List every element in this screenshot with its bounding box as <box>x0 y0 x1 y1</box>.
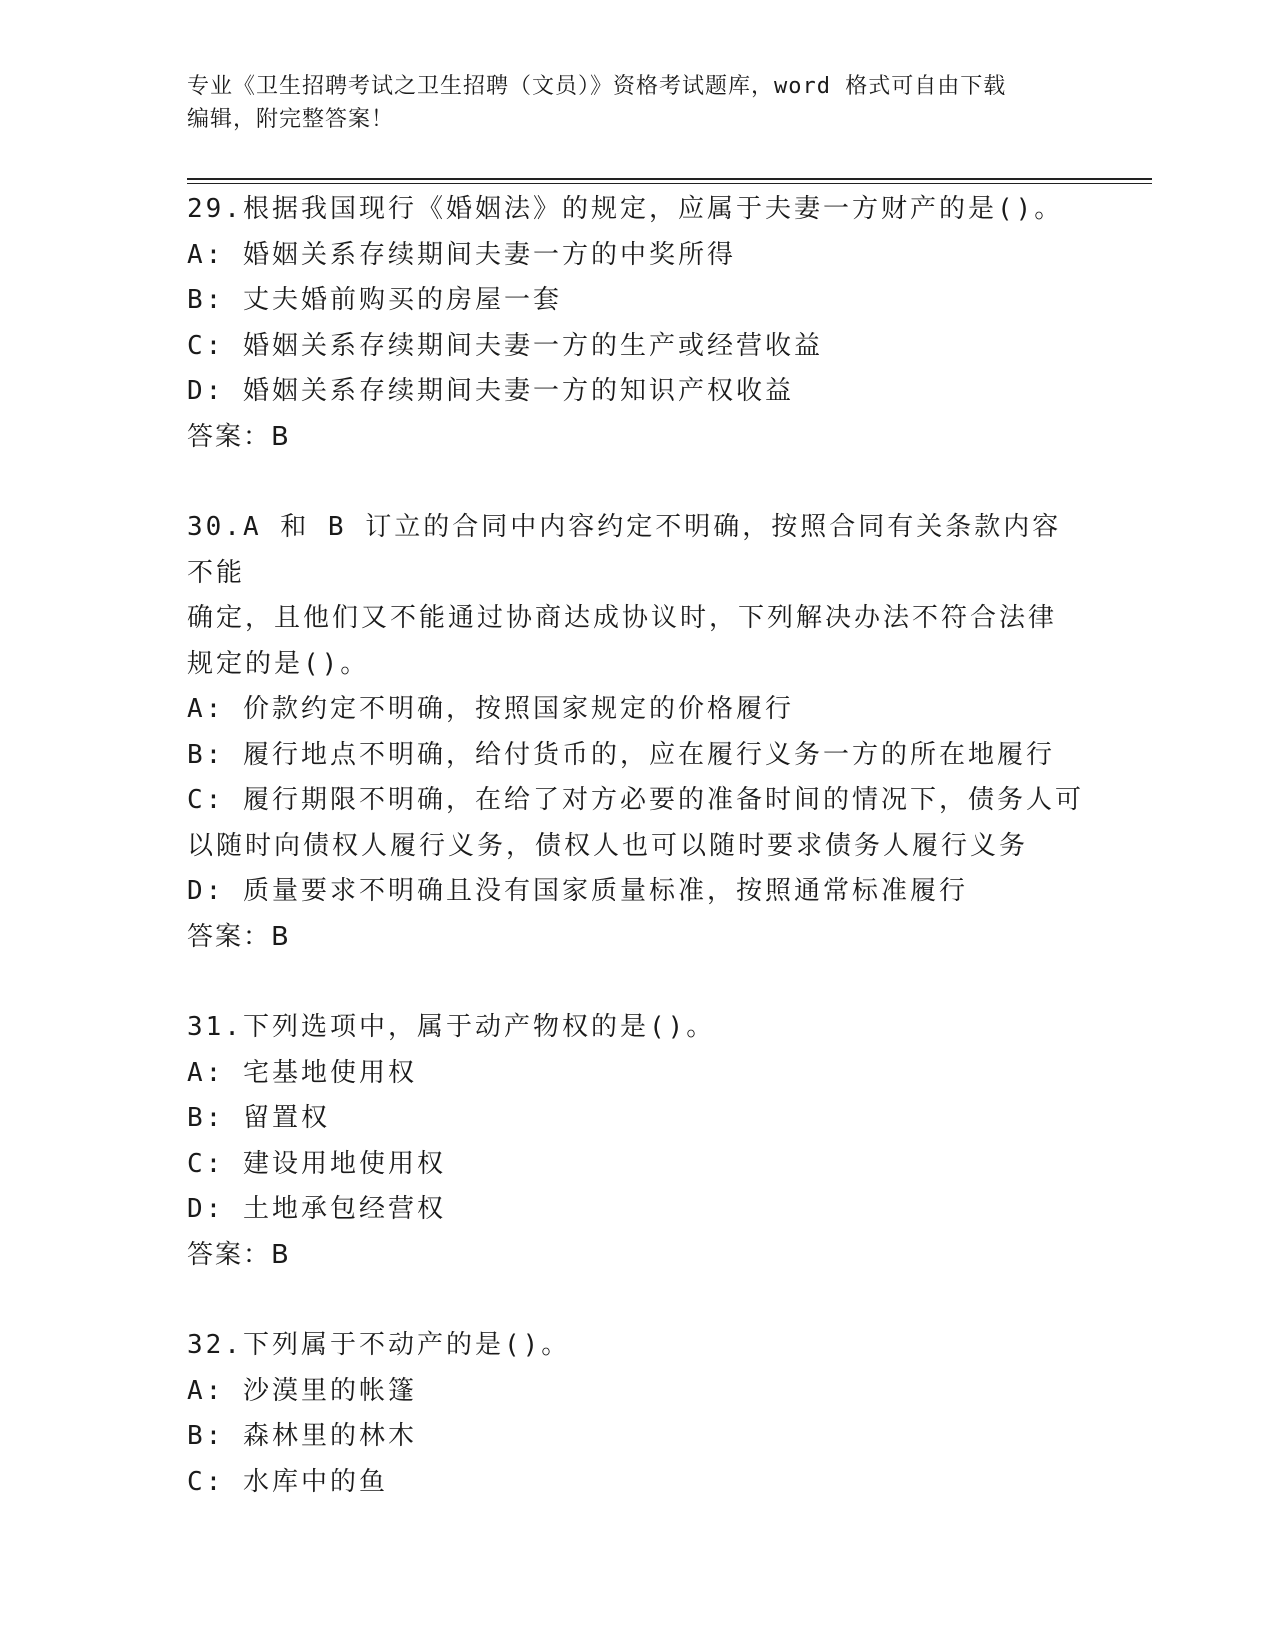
document-header <box>187 70 1087 136</box>
question-text: 确定，且他们又不能通过协商达成协议时，下列解决办法不符合法律 <box>187 603 1058 633</box>
question-text: 30.A 和 B 订立的合同中内容约定不明确，按照合同有关条款内容不能 <box>187 512 1062 588</box>
header-divider-thick <box>187 178 1152 180</box>
question-block <box>187 1323 1087 1505</box>
question-block <box>187 505 1087 960</box>
option-text: B: 丈夫婚前购买的房屋一套 <box>187 285 562 315</box>
option-text: C: 履行期限不明确，在给了对方必要的准备时间的情况下，债务人可 <box>187 785 1084 815</box>
option-text: B: 留置权 <box>187 1103 330 1133</box>
option-text: A: 沙漠里的帐篷 <box>187 1375 417 1406</box>
answer-text: 答案：B <box>187 1239 291 1270</box>
option-text: 以随时向债权人履行义务，债权人也可以随时要求债务人履行义务 <box>187 830 1029 861</box>
option-text: C: 建设用地使用权 <box>187 1148 446 1179</box>
option-text: C: 水库中的鱼 <box>187 1466 388 1497</box>
option-text: A: 婚姻关系存续期间夫妻一方的中奖所得 <box>187 239 736 270</box>
option-text: A: 宅基地使用权 <box>187 1057 417 1088</box>
option-text: B: 履行地点不明确，给付货币的，应在履行义务一方的所在地履行 <box>187 739 1055 770</box>
question-text: 规定的是()。 <box>187 648 370 679</box>
option-text: A: 价款约定不明确，按照国家规定的价格履行 <box>187 694 794 724</box>
answer-text: 答案：B <box>187 421 291 452</box>
answer-text: 答案：B <box>187 921 291 952</box>
option-text: B: 森林里的林木 <box>187 1421 417 1451</box>
header-line-1: 专业《卫生招聘考试之卫生招聘（文员）》资格考试题库，word 格式可自由下载 <box>187 74 1007 99</box>
option-text: C: 婚姻关系存续期间夫妻一方的生产或经营收益 <box>187 330 823 361</box>
header-line-2: 编辑，附完整答案！ <box>187 107 395 132</box>
question-list <box>187 187 1087 1550</box>
question-text: 29.根据我国现行《婚姻法》的规定，应属于夫妻一方财产的是()。 <box>187 194 1064 224</box>
option-text: D: 婚姻关系存续期间夫妻一方的知识产权收益 <box>187 376 794 406</box>
option-text: D: 土地承包经营权 <box>187 1194 446 1224</box>
header-divider-thin <box>187 183 1152 184</box>
question-block <box>187 187 1087 460</box>
option-text: D: 质量要求不明确且没有国家质量标准，按照通常标准履行 <box>187 876 968 906</box>
question-text: 32.下列属于不动产的是()。 <box>187 1330 571 1360</box>
question-text: 31.下列选项中，属于动产物权的是()。 <box>187 1012 716 1042</box>
question-block <box>187 1005 1087 1278</box>
